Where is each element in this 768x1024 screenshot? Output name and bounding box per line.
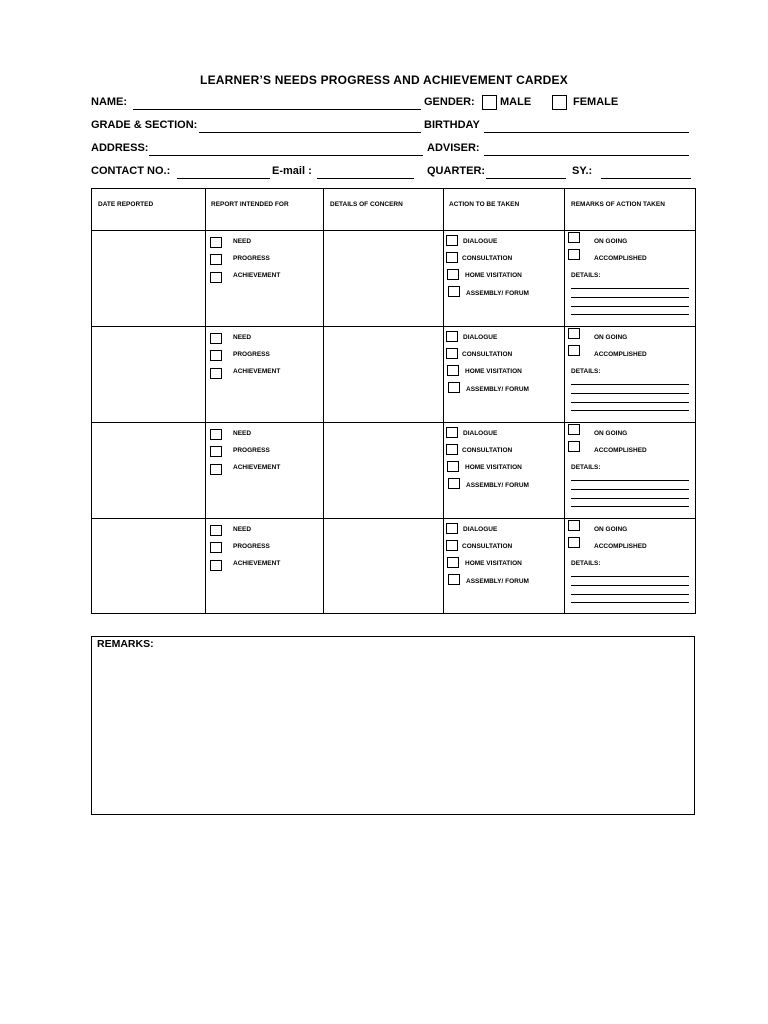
male-checkbox[interactable]	[482, 95, 497, 110]
quarter-label: QUARTER:	[427, 165, 486, 177]
details-line[interactable]	[571, 306, 689, 307]
remark-option-checkbox[interactable]	[568, 537, 580, 548]
contact-field[interactable]	[177, 178, 270, 179]
remark-option-label: ON GOING	[594, 526, 628, 533]
action-option-label: DIALOGUE	[463, 238, 498, 245]
details-line[interactable]	[571, 393, 689, 394]
details-line[interactable]	[571, 576, 689, 577]
adviser-label: ADVISER:	[427, 142, 480, 154]
report-option-checkbox[interactable]	[210, 368, 222, 379]
report-option-label: NEED	[233, 334, 252, 341]
address-adviser-line	[91, 142, 695, 158]
report-option-label: PROGRESS	[233, 543, 270, 550]
report-option-checkbox[interactable]	[210, 237, 222, 248]
action-option-checkbox[interactable]	[448, 382, 460, 393]
action-option-checkbox[interactable]	[446, 331, 458, 342]
action-option-checkbox[interactable]	[446, 235, 458, 246]
row-divider	[92, 518, 695, 519]
action-option-label: ASSEMBLY/ FORUM	[466, 386, 529, 393]
header-details-of-concern: DETAILS OF CONCERN	[330, 201, 403, 208]
details-line[interactable]	[571, 594, 689, 595]
cardex-table	[91, 188, 696, 614]
remark-option-label: ACCOMPLISHED	[594, 447, 647, 454]
report-option-checkbox[interactable]	[210, 525, 222, 536]
header-report-intended-for: REPORT INTENDED FOR	[211, 201, 289, 208]
details-label: DETAILS:	[571, 560, 601, 567]
remark-option-label: ACCOMPLISHED	[594, 351, 647, 358]
remark-option-label: ON GOING	[594, 430, 628, 437]
remarks-box[interactable]	[91, 636, 695, 815]
action-option-label: CONSULTATION	[462, 351, 513, 358]
report-option-checkbox[interactable]	[210, 272, 222, 283]
report-option-checkbox[interactable]	[210, 254, 222, 265]
name-field[interactable]	[133, 109, 421, 110]
action-option-label: CONSULTATION	[462, 255, 513, 262]
details-line[interactable]	[571, 506, 689, 507]
birthday-label: BIRTHDAY	[424, 119, 480, 131]
details-line[interactable]	[571, 402, 689, 403]
action-option-checkbox[interactable]	[448, 478, 460, 489]
report-option-checkbox[interactable]	[210, 542, 222, 553]
action-option-checkbox[interactable]	[446, 540, 458, 551]
action-option-checkbox[interactable]	[447, 365, 459, 376]
grade-section-field[interactable]	[199, 132, 421, 133]
action-option-label: DIALOGUE	[463, 430, 498, 437]
form-title: LEARNER’S NEEDS PROGRESS AND ACHIEVEMENT CARDEX	[200, 73, 568, 87]
action-option-checkbox[interactable]	[447, 461, 459, 472]
action-option-label: CONSULTATION	[462, 447, 513, 454]
report-option-label: ACHIEVEMENT	[233, 368, 281, 375]
action-option-label: CONSULTATION	[462, 543, 513, 550]
remark-option-label: ACCOMPLISHED	[594, 255, 647, 262]
female-label: FEMALE	[573, 96, 619, 108]
details-label: DETAILS:	[571, 368, 601, 375]
details-line[interactable]	[571, 602, 689, 603]
header-action-to-be-taken: ACTION TO BE TAKEN	[449, 201, 520, 208]
report-option-checkbox[interactable]	[210, 446, 222, 457]
birthday-field[interactable]	[484, 132, 689, 133]
action-option-checkbox[interactable]	[448, 574, 460, 585]
remark-option-checkbox[interactable]	[568, 232, 580, 243]
contact-label: CONTACT NO.:	[91, 165, 171, 177]
grade-birthday-line	[91, 119, 695, 135]
female-checkbox[interactable]	[552, 95, 567, 110]
action-option-checkbox[interactable]	[448, 286, 460, 297]
column-divider	[205, 189, 206, 613]
report-option-checkbox[interactable]	[210, 429, 222, 440]
action-option-label: DIALOGUE	[463, 334, 498, 341]
name-label: NAME:	[91, 96, 128, 108]
grade-section-label: GRADE & SECTION:	[91, 119, 198, 131]
action-option-label: HOME VISITATION	[465, 464, 522, 471]
details-label: DETAILS:	[571, 464, 601, 471]
report-option-label: PROGRESS	[233, 255, 270, 262]
action-option-label: HOME VISITATION	[465, 272, 522, 279]
action-option-checkbox[interactable]	[446, 523, 458, 534]
remarks-label: REMARKS:	[97, 638, 154, 650]
action-option-label: HOME VISITATION	[465, 368, 522, 375]
sy-label: SY.:	[572, 165, 593, 177]
remark-option-checkbox[interactable]	[568, 345, 580, 356]
remark-option-checkbox[interactable]	[568, 328, 580, 339]
details-line[interactable]	[571, 288, 689, 289]
report-option-label: NEED	[233, 526, 252, 533]
remark-option-label: ON GOING	[594, 334, 628, 341]
action-option-label: DIALOGUE	[463, 526, 498, 533]
details-line[interactable]	[571, 410, 689, 411]
remark-option-label: ACCOMPLISHED	[594, 543, 647, 550]
contact-quarter-line	[91, 165, 695, 181]
action-option-label: ASSEMBLY/ FORUM	[466, 578, 529, 585]
report-option-label: ACHIEVEMENT	[233, 272, 281, 279]
report-option-label: NEED	[233, 238, 252, 245]
report-option-label: PROGRESS	[233, 447, 270, 454]
details-line[interactable]	[571, 297, 689, 298]
report-option-label: PROGRESS	[233, 351, 270, 358]
email-label: E-mail :	[272, 165, 312, 177]
report-option-checkbox[interactable]	[210, 464, 222, 475]
report-option-checkbox[interactable]	[210, 560, 222, 571]
action-option-label: ASSEMBLY/ FORUM	[466, 290, 529, 297]
report-option-label: NEED	[233, 430, 252, 437]
adviser-field[interactable]	[484, 155, 689, 156]
remark-option-checkbox[interactable]	[568, 441, 580, 452]
details-line[interactable]	[571, 489, 689, 490]
report-option-checkbox[interactable]	[210, 333, 222, 344]
details-line[interactable]	[571, 585, 689, 586]
remark-option-checkbox[interactable]	[568, 424, 580, 435]
row-divider	[92, 230, 695, 231]
action-option-checkbox[interactable]	[447, 269, 459, 280]
action-option-checkbox[interactable]	[446, 252, 458, 263]
action-option-checkbox[interactable]	[446, 348, 458, 359]
remark-option-label: ON GOING	[594, 238, 628, 245]
male-label: MALE	[500, 96, 532, 108]
action-option-label: HOME VISITATION	[465, 560, 522, 567]
action-option-checkbox[interactable]	[447, 557, 459, 568]
details-line[interactable]	[571, 480, 689, 481]
header-remarks-of-action-taken: REMARKS OF ACTION TAKEN	[571, 201, 665, 208]
report-option-checkbox[interactable]	[210, 350, 222, 361]
name-gender-line	[91, 96, 695, 112]
address-label: ADDRESS:	[91, 142, 149, 154]
column-divider	[564, 189, 565, 613]
details-line[interactable]	[571, 314, 689, 315]
remark-option-checkbox[interactable]	[568, 520, 580, 531]
sy-field[interactable]	[601, 178, 691, 179]
action-option-checkbox[interactable]	[446, 444, 458, 455]
row-divider	[92, 422, 695, 423]
details-line[interactable]	[571, 498, 689, 499]
row-divider	[92, 326, 695, 327]
column-divider	[323, 189, 324, 613]
action-option-checkbox[interactable]	[446, 427, 458, 438]
action-option-label: ASSEMBLY/ FORUM	[466, 482, 529, 489]
report-option-label: ACHIEVEMENT	[233, 560, 281, 567]
report-option-label: ACHIEVEMENT	[233, 464, 281, 471]
address-field[interactable]	[149, 155, 423, 156]
email-field[interactable]	[317, 178, 414, 179]
details-line[interactable]	[571, 384, 689, 385]
gender-label: GENDER:	[424, 96, 475, 108]
remark-option-checkbox[interactable]	[568, 249, 580, 260]
details-label: DETAILS:	[571, 272, 601, 279]
quarter-field[interactable]	[486, 178, 566, 179]
header-date-reported: DATE REPORTED	[98, 201, 154, 208]
column-divider	[443, 189, 444, 613]
